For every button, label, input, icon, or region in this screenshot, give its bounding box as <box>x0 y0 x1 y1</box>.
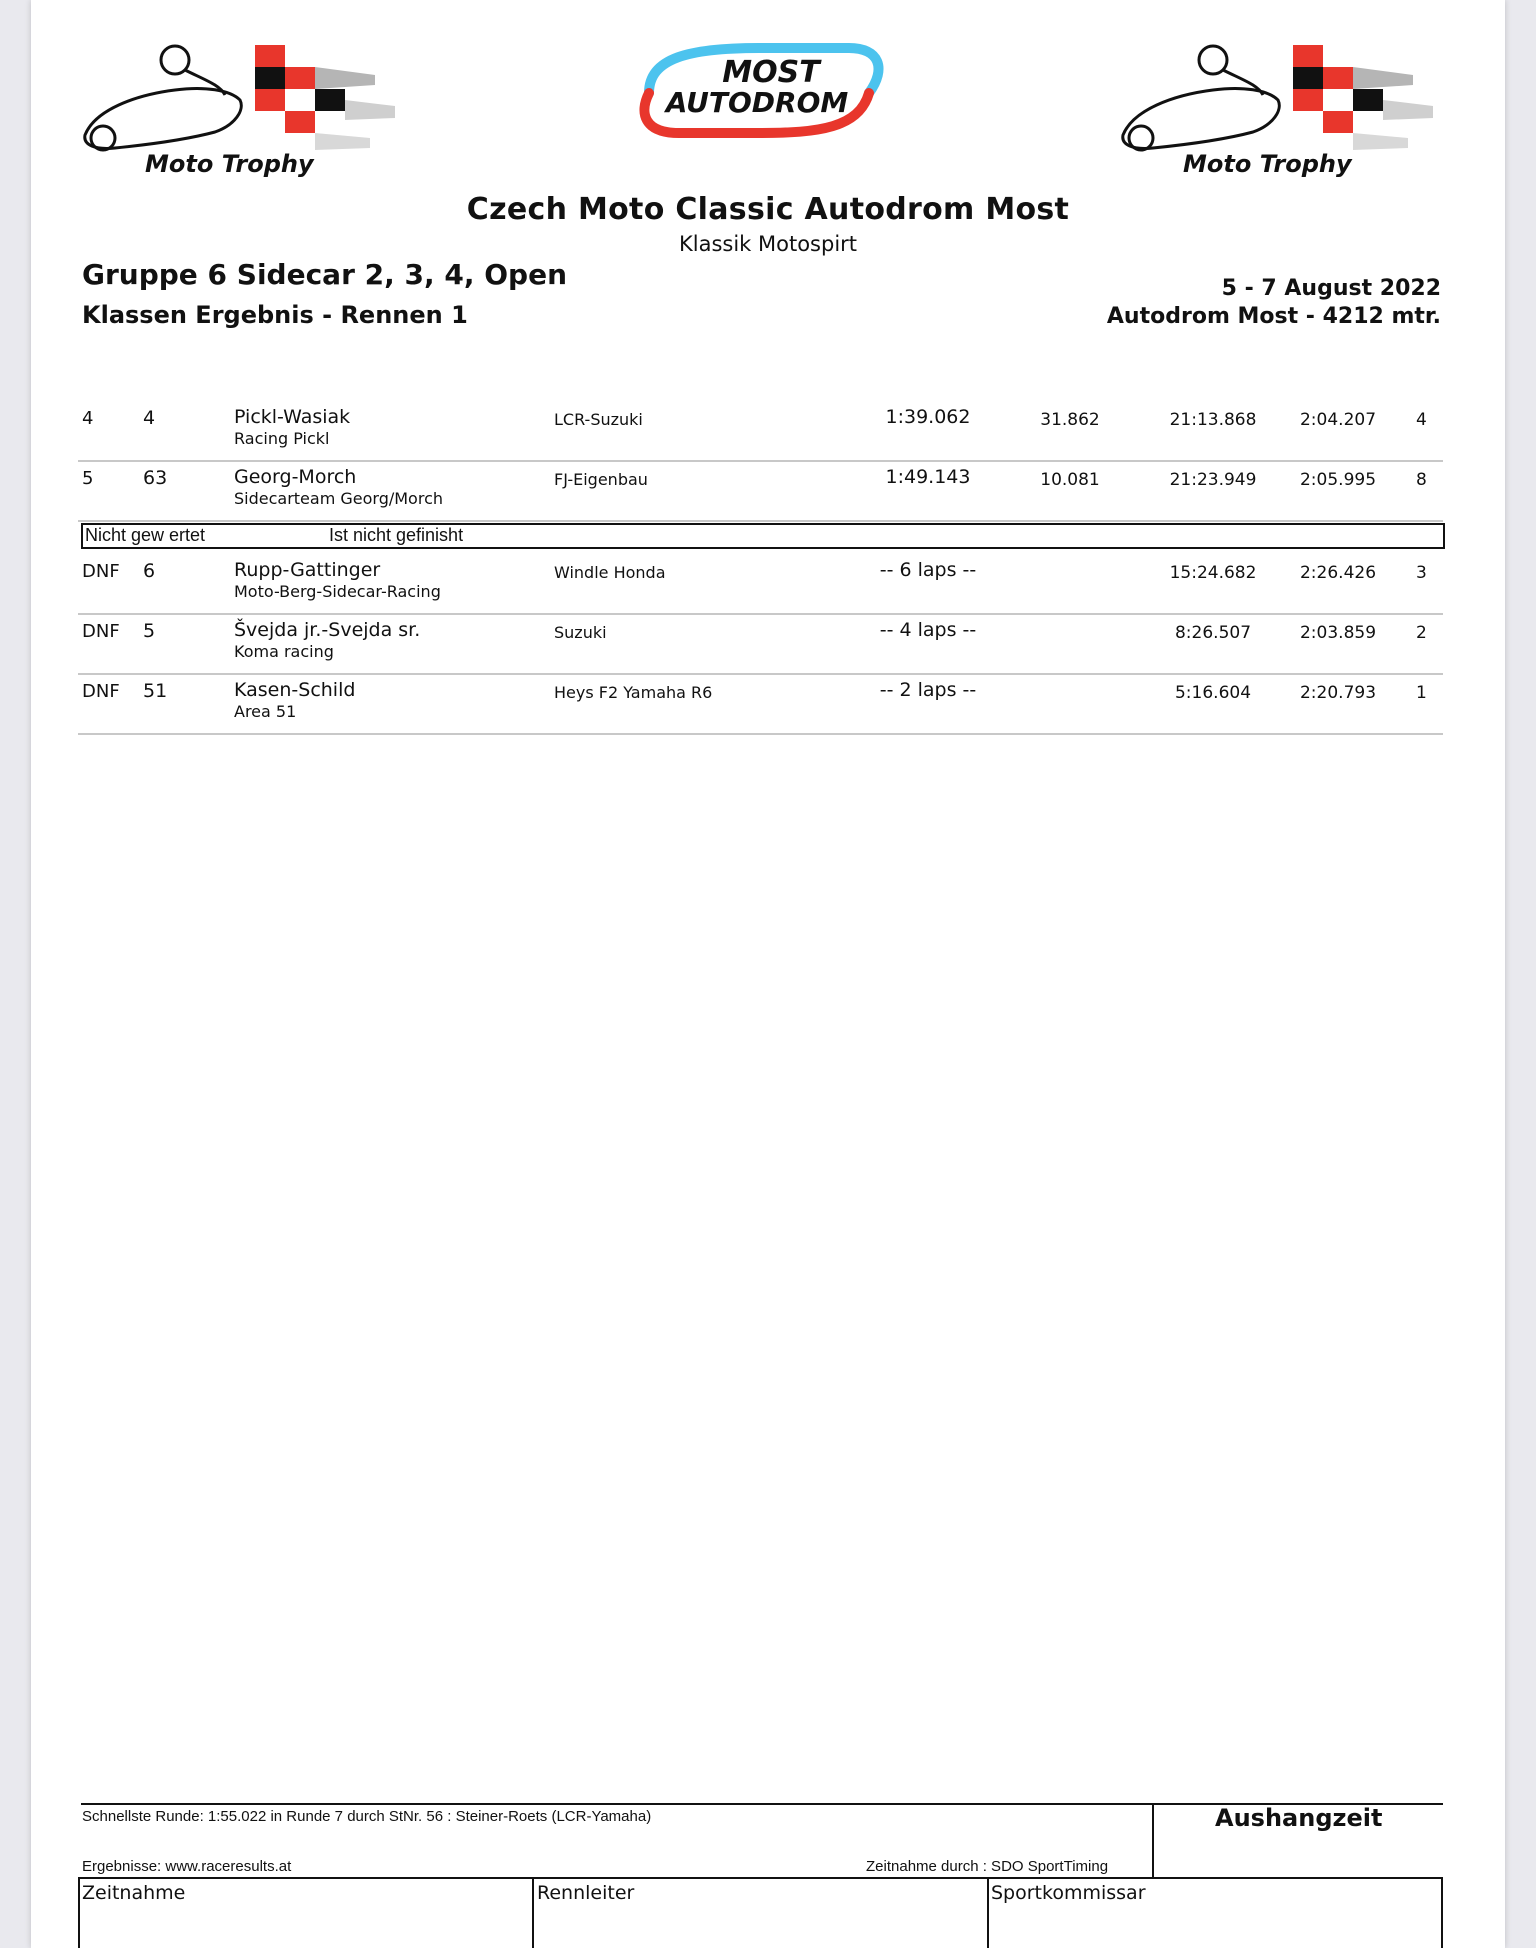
moto-trophy-logo-right <box>1113 40 1443 180</box>
position: 4 <box>82 408 94 429</box>
rider-name: Kasen-Schild <box>234 679 356 701</box>
signature-border-right <box>1441 1877 1443 1948</box>
most-autodrom-logo <box>629 38 889 148</box>
start-number: 51 <box>143 680 168 702</box>
start-number: 63 <box>143 467 168 489</box>
rider-name: Rupp-Gattinger <box>234 559 381 581</box>
position: DNF <box>82 621 120 642</box>
posting-time-label: Aushangzeit <box>1215 1804 1383 1832</box>
bike: FJ-Eigenbau <box>554 470 648 489</box>
table-row <box>78 615 1443 675</box>
rider-icon <box>1123 46 1279 150</box>
track-info: Autodrom Most - 4212 mtr. <box>1106 304 1441 329</box>
signature-divider-1 <box>532 1877 534 1948</box>
group-heading: Gruppe 6 Sidecar 2, 3, 4, Open <box>82 258 567 291</box>
table-row <box>78 675 1443 735</box>
footer-divider <box>1152 1803 1154 1879</box>
team-name: Area 51 <box>234 702 297 721</box>
best-lap-number: 3 <box>1416 563 1427 583</box>
team-name: Sidecarteam Georg/Morch <box>234 489 444 508</box>
best-lap: 2:03.859 <box>1299 623 1377 643</box>
laps-completed: -- 4 laps -- <box>879 619 977 641</box>
team-name: Moto-Berg-Sidecar-Racing <box>234 582 441 601</box>
bike: LCR-Suzuki <box>554 410 643 429</box>
signature-steward: Sportkommissar <box>991 1882 1146 1904</box>
position: DNF <box>82 681 120 702</box>
result-heading: Klassen Ergebnis - Rennen 1 <box>82 301 468 329</box>
total-time: 21:23.949 <box>1169 470 1257 490</box>
not-classified-header <box>81 523 1445 549</box>
position: 5 <box>82 468 94 489</box>
logo-right-text: Moto Trophy <box>1183 150 1352 178</box>
results-website: Ergebnisse: www.raceresults.at <box>82 1858 292 1875</box>
rider-name: Georg-Morch <box>234 466 357 488</box>
position: DNF <box>82 561 120 582</box>
signature-border-left <box>78 1877 80 1948</box>
start-number: 6 <box>143 560 156 582</box>
total-time: 15:24.682 <box>1169 563 1257 583</box>
table-row <box>78 462 1443 522</box>
best-lap-number: 4 <box>1416 410 1427 430</box>
gap: 31.862 <box>1040 410 1100 430</box>
rider-icon <box>85 46 241 150</box>
best-lap: 2:26.426 <box>1299 563 1377 583</box>
bike: Windle Honda <box>554 563 666 582</box>
total-time: 5:16.604 <box>1174 683 1252 703</box>
time: 1:49.143 <box>885 466 971 488</box>
total-time: 8:26.507 <box>1174 623 1252 643</box>
signature-divider-2 <box>987 1877 989 1948</box>
team-name: Koma racing <box>234 642 334 661</box>
not-classified-reason: Ist nicht gefinisht <box>329 525 464 545</box>
table-row <box>78 402 1443 462</box>
table-row <box>78 555 1443 615</box>
page-title: Czech Moto Classic Autodrom Most <box>466 192 1070 227</box>
checkered-flag-icon <box>1293 45 1433 150</box>
not-classified-label: Nicht gew ertet <box>85 525 206 545</box>
signature-timing: Zeitnahme <box>82 1882 186 1904</box>
team-name: Racing Pickl <box>234 429 330 448</box>
bike: Heys F2 Yamaha R6 <box>554 683 713 702</box>
bike: Suzuki <box>554 623 607 642</box>
best-lap-number: 2 <box>1416 623 1427 643</box>
total-time: 21:13.868 <box>1169 410 1257 430</box>
start-number: 4 <box>143 407 156 429</box>
fastest-lap-info: Schnellste Runde: 1:55.022 in Runde 7 durch StNr. 56 : Steiner-Roets (LCR-Yamaha) <box>82 1808 652 1825</box>
rider-name: Švejda jr.-Svejda sr. <box>234 619 421 641</box>
logo-left-text: Moto Trophy <box>145 150 314 178</box>
page-subtitle: Klassik Motospirt <box>678 232 858 256</box>
best-lap: 2:04.207 <box>1299 410 1377 430</box>
checkered-flag-icon <box>255 45 395 150</box>
laps-completed: -- 2 laps -- <box>879 679 977 701</box>
best-lap-number: 1 <box>1416 683 1427 703</box>
laps-completed: -- 6 laps -- <box>879 559 977 581</box>
signature-top-rule <box>78 1877 1443 1879</box>
gap: 10.081 <box>1040 470 1100 490</box>
time: 1:39.062 <box>885 406 971 428</box>
logo-autodrom-text: AUTODROM <box>665 86 849 119</box>
timing-provider: Zeitnahme durch : SDO SportTiming <box>866 1858 1109 1875</box>
best-lap: 2:20.793 <box>1299 683 1377 703</box>
best-lap-number: 8 <box>1416 470 1427 490</box>
start-number: 5 <box>143 620 156 642</box>
event-date: 5 - 7 August 2022 <box>1221 276 1441 301</box>
moto-trophy-logo-left <box>75 40 405 180</box>
signature-race-director: Rennleiter <box>537 1882 635 1904</box>
logo-most-text: MOST <box>722 55 820 90</box>
results-page <box>31 0 1505 1948</box>
best-lap: 2:05.995 <box>1299 470 1377 490</box>
rider-name: Pickl-Wasiak <box>234 406 351 428</box>
